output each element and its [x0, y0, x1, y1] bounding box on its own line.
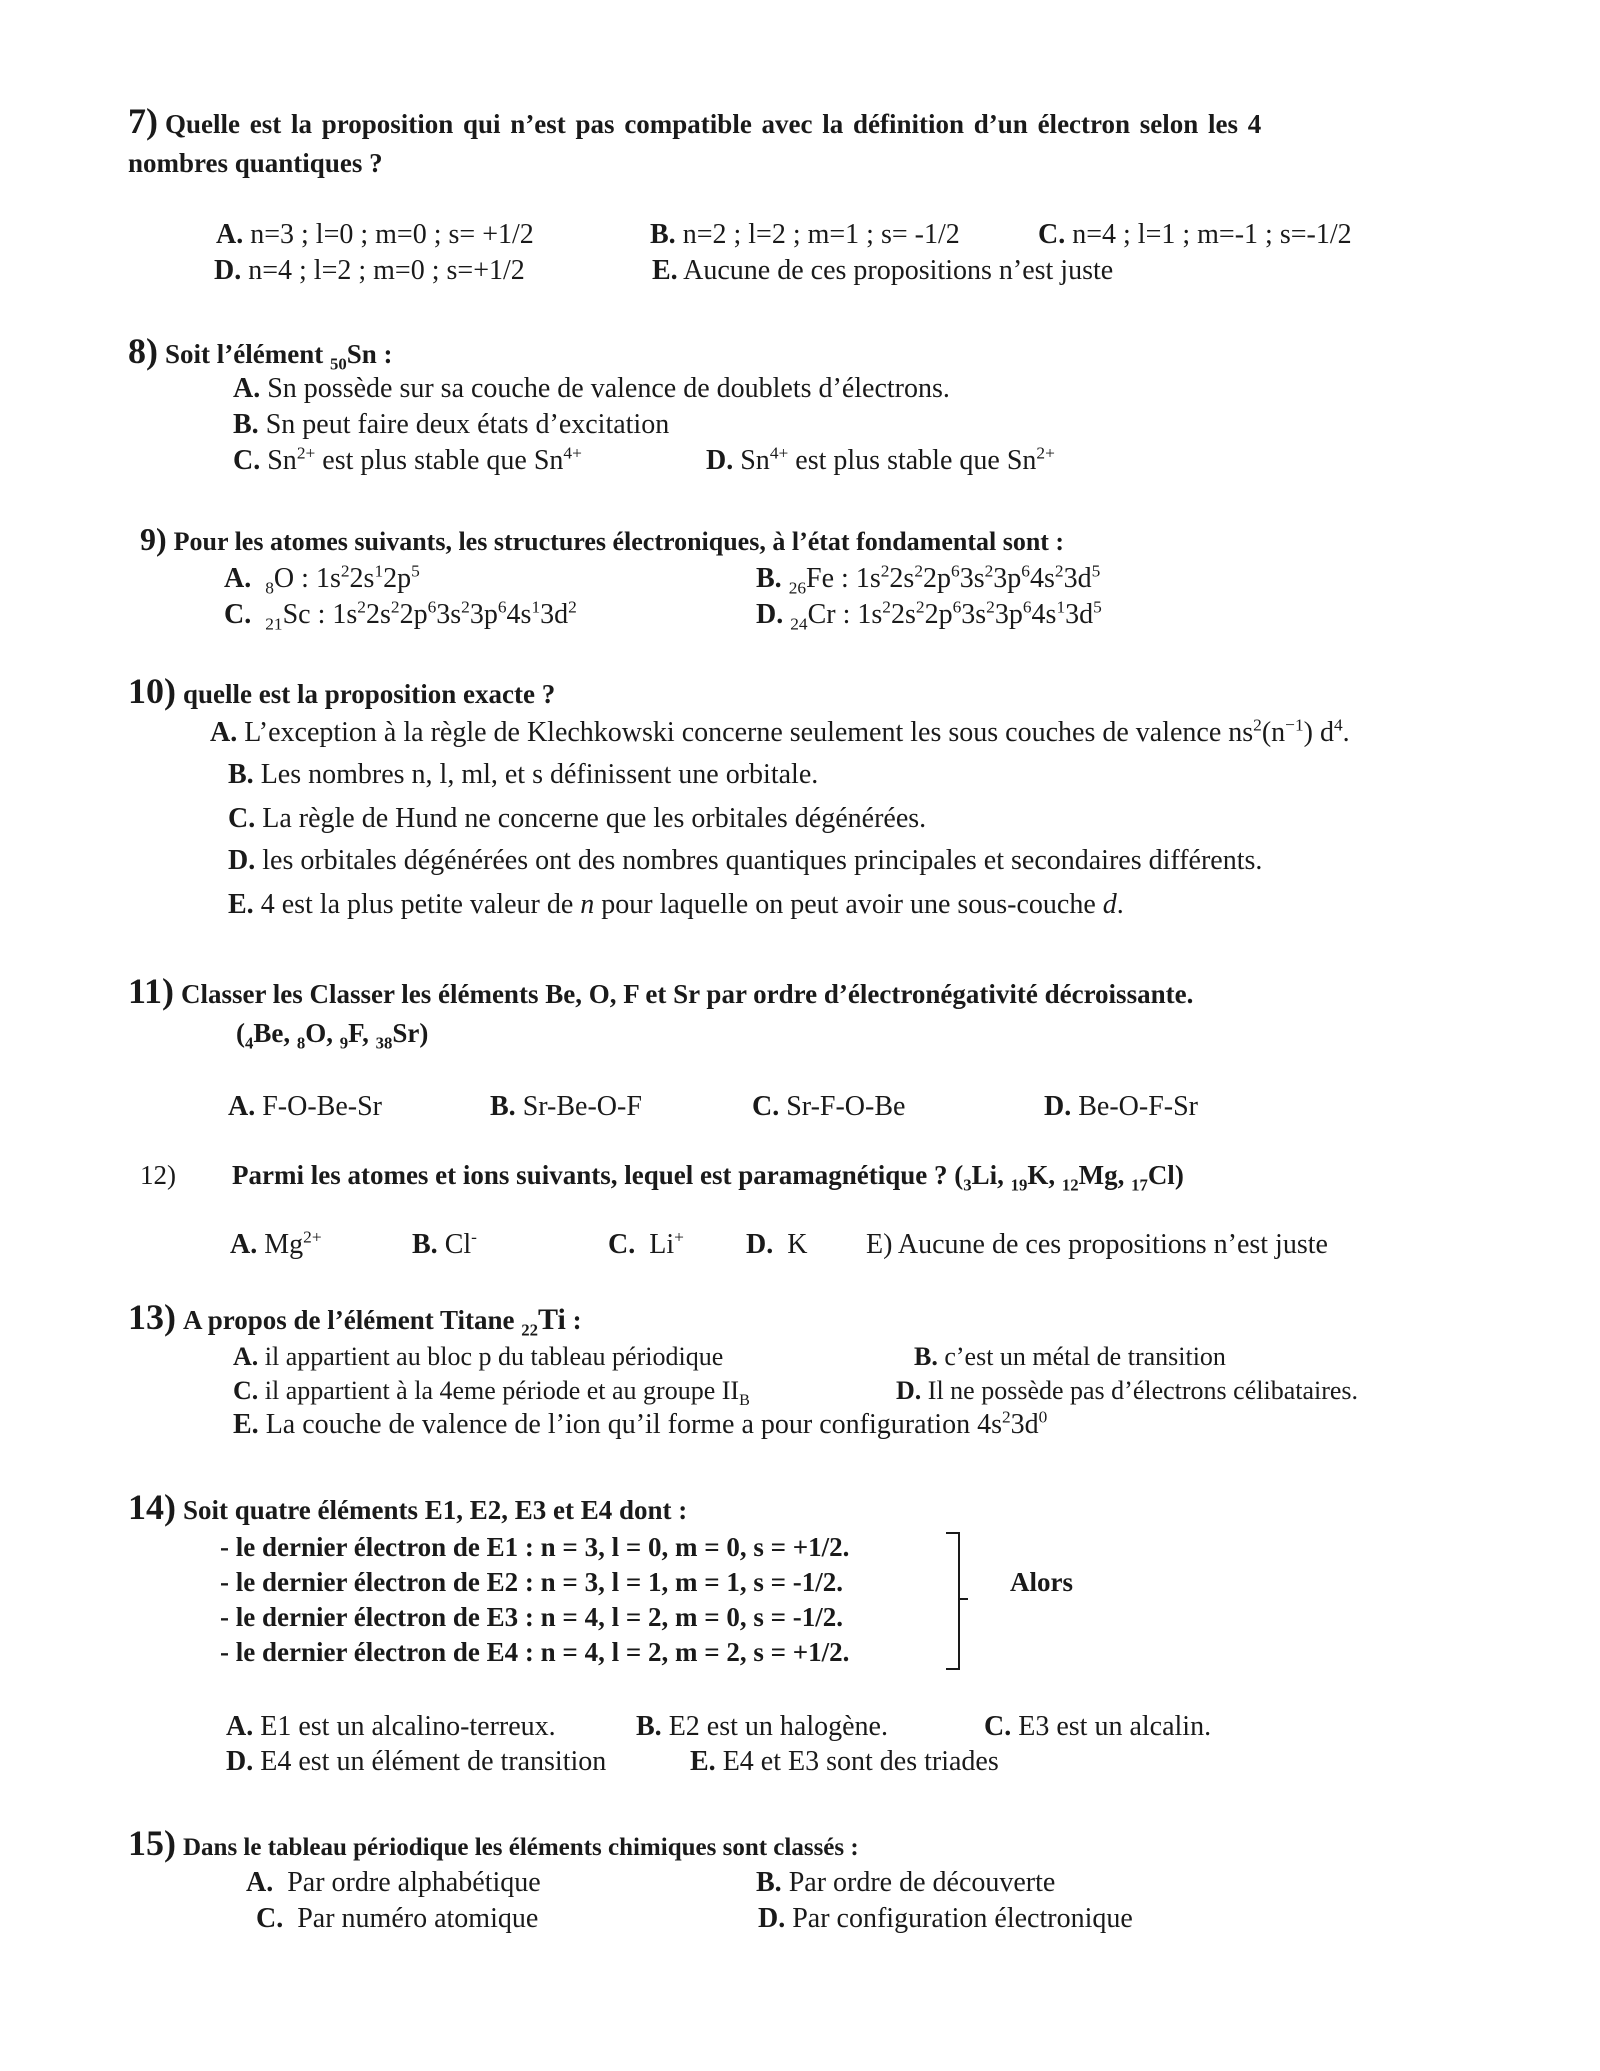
option-a[interactable]: A. il appartient au bloc p du tableau périodique [233, 1342, 724, 1371]
electron-count: 2 [390, 597, 400, 617]
electron-count: 5 [1093, 597, 1102, 617]
option-a[interactable]: A. Par ordre alphabétique [246, 1867, 541, 1898]
electron-count: 6 [497, 597, 507, 617]
question-title: Classer les Classer les éléments Be, O, F et Sr par ordre d’électronégativité décroissante. [181, 979, 1194, 1009]
option-c[interactable]: C. E3 est un alcalin. [984, 1711, 1212, 1742]
electron-condition-e1: - le dernier électron de E1 : n = 3, l = 0, m = 0, s = +1/2. [220, 1532, 850, 1562]
electron-count: 6 [952, 597, 962, 617]
option-e[interactable]: E) Aucune de ces propositions n’est juste [866, 1229, 1328, 1260]
orbital: 2s [365, 599, 391, 630]
electron-condition-e2: - le dernier électron de E2 : n = 3, l = 1, m = 1, s = -1/2. [220, 1567, 843, 1597]
question-title: Dans le tableau périodique les éléments chimiques sont classés : [183, 1834, 859, 1861]
question-title: Parmi les atomes et ions suivants, lequel est paramagnétique ? ($_3Li$, $_{19}$K, $_{12}$Mg, $_{17}$Cl) [232, 1160, 1184, 1195]
orbital: 2p [399, 599, 428, 630]
question-number: 9) [140, 521, 167, 557]
option-c[interactable]: C. n=4 ; l=1 ; m=-1 ; s=-1/2 [1038, 219, 1352, 250]
electron-configuration [332, 599, 576, 630]
question-title: Soit quatre éléments E1, E2, E3 et E4 dont : [183, 1495, 688, 1525]
option-d[interactable]: D. n=4 ; l=2 ; m=0 ; s=+1/2 [214, 255, 525, 286]
option-a[interactable]: A. F-O-Be-Sr [228, 1091, 382, 1122]
option-c[interactable]: C. Sr-F-O-Be [752, 1091, 906, 1122]
question-number: 11) [128, 971, 175, 1011]
electron-count: 6 [1022, 597, 1032, 617]
electron-count: 2 [357, 597, 366, 617]
option-e[interactable]: E. E4 et E3 sont des triades [690, 1746, 999, 1777]
option-c[interactable]: C. La règle de Hund ne concerne que les orbitales dégénérées. [228, 803, 927, 834]
question-number: 15) [128, 1823, 176, 1863]
orbital: 3p [994, 599, 1023, 630]
orbital: 4s [1029, 563, 1055, 594]
question-number: 8) [128, 331, 158, 371]
option-d[interactable]: D. E4 est un élément de transition [226, 1746, 607, 1777]
orbital: 1s [332, 599, 358, 630]
orbital: 3p [469, 599, 498, 630]
question-number: 13) [128, 1297, 176, 1337]
electron-condition-e4: - le dernier électron de E4 : n = 4, l = 2, m = 2, s = +1/2. [220, 1637, 850, 1667]
orbital: 3s [436, 599, 462, 630]
option-d[interactable]: D. Par configuration électronique [758, 1903, 1133, 1934]
orbital: 2p [923, 563, 952, 594]
electron-count: 5 [1091, 561, 1101, 581]
option-e[interactable]: E. Aucune de ces propositions n’est juste [652, 255, 1114, 286]
orbital: 2p [924, 599, 953, 630]
orbital: 3p [993, 563, 1022, 594]
electron-count: 6 [951, 561, 960, 581]
electron-count: 1 [374, 561, 384, 581]
electron-configuration [857, 599, 1101, 630]
orbital: 1s [855, 563, 881, 594]
electron-condition-e3: - le dernier électron de E3 : n = 4, l = 2, m = 0, s = -1/2. [220, 1602, 843, 1632]
grouping-bracket-tick [958, 1598, 968, 1600]
option-b[interactable]: B. n=2 ; l=2 ; m=1 ; s= -1/2 [650, 219, 960, 250]
element-list: ($_4Be$, $_8$O, $_9$F, $_{38}$Sr) [236, 1018, 429, 1053]
electron-count: 2 [880, 561, 890, 581]
electron-count: 1 [1056, 597, 1066, 617]
electron-count: 2 [986, 597, 995, 617]
electron-count: 2 [882, 597, 891, 617]
option-a[interactable]: A. n=3 ; l=0 ; m=0 ; s= +1/2 [216, 219, 534, 250]
question-number: 12) [140, 1160, 176, 1190]
option-c[interactable]: C. Li+ [608, 1227, 684, 1260]
option-b[interactable]: B. Les nombres n, l, ml, et s définissent une orbitale. [228, 759, 819, 790]
question-title: Quelle est la proposition qui n’est pas compatible avec la définition d’un électron selon les 4 [165, 109, 1262, 139]
option-d[interactable]: D. $_{24}$Cr : $1s^22s^22p^63s^23p^64s^13d^5$ [756, 597, 1102, 634]
option-c[interactable]: C. il appartient à la 4eme période et au groupe $II_B$ [233, 1376, 750, 1410]
question-title: A propos de l’élément Titane $_{22}$Ti : [183, 1303, 582, 1340]
option-b[interactable]: B. $_{26}$Fe : $1s^22s^22p^63s^23p^64s^23d^5$ [756, 561, 1101, 598]
option-c[interactable]: C. Par numéro atomique [256, 1903, 539, 1934]
orbital: 2s [890, 599, 916, 630]
option-a[interactable]: A. E1 est un alcalino-terreux. [226, 1711, 556, 1742]
option-a[interactable]: A. $Mg^{2+}$ [230, 1227, 322, 1260]
electron-count: 2 [984, 561, 994, 581]
electron-count: 5 [411, 561, 420, 581]
electron-count: 2 [915, 597, 925, 617]
orbital: 3d [1063, 563, 1092, 594]
orbital: 4s [1031, 599, 1057, 630]
option-a[interactable]: A. L’exception à la règle de Klechkowski concerne seulement les sous couches de valence $ns^2(n^{-1})$ $d^4$. [210, 715, 1350, 748]
orbital: 4s [506, 599, 532, 630]
electron-count: 2 [568, 597, 577, 617]
orbital: 1s [315, 563, 341, 594]
question-title: Pour les atomes suivants, les structures électroniques, à l’état fondamental sont : [173, 527, 1065, 556]
option-b[interactable]: B. Cl- [412, 1227, 477, 1260]
orbital: 2s [349, 563, 375, 594]
option-c[interactable]: C. $_{21}$Sc : $1s^22s^22p^63s^23p^64s^13d^2$ [224, 597, 577, 634]
option-e[interactable]: E. 4 est la plus petite valeur de n pour laquelle on peut avoir une sous-couche d. [228, 889, 1124, 920]
question-number: 14) [128, 1487, 176, 1527]
electron-count: 2 [461, 597, 470, 617]
electron-count: 2 [340, 561, 350, 581]
question-title: quelle est la proposition exacte ? [183, 679, 556, 709]
option-b[interactable]: B. c’est un métal de transition [914, 1342, 1226, 1371]
electron-count: 6 [427, 597, 437, 617]
option-b[interactable]: B. Sr-Be-O-F [490, 1091, 642, 1122]
grouping-bracket [946, 1532, 960, 1670]
option-b[interactable]: B. Sn peut faire deux états d’excitation [233, 409, 670, 440]
orbital: 1s [857, 599, 883, 630]
electron-configuration [856, 563, 1100, 594]
question-title-continued: nombres quantiques ? [128, 148, 383, 178]
option-d[interactable]: D. Be-O-F-Sr [1044, 1091, 1198, 1122]
alors-label: Alors [1010, 1567, 1073, 1597]
electron-configuration [316, 563, 420, 594]
question-number: 10) [128, 671, 176, 711]
option-b[interactable]: B. E2 est un halogène. [636, 1711, 888, 1742]
option-d[interactable]: D. K [746, 1229, 808, 1260]
option-b[interactable]: B. Par ordre de découverte [756, 1867, 1056, 1898]
electron-count: 2 [914, 561, 924, 581]
orbital: 3s [961, 599, 987, 630]
electron-count: 1 [531, 597, 541, 617]
option-c[interactable]: C. $Sn^{2+}$ est plus stable que $Sn^{4+}$ [233, 443, 582, 476]
orbital: 3s [959, 563, 985, 594]
question-number: 7) [128, 101, 158, 141]
option-a[interactable]: A. Sn possède sur sa couche de valence de doublets d’électrons. [233, 373, 950, 404]
orbital: 3d [540, 599, 569, 630]
option-a[interactable]: A. $_8$O : $1s^22s^12p^5$ [224, 561, 420, 598]
orbital: 3d [1065, 599, 1094, 630]
option-d[interactable]: D. Il ne possède pas d’électrons célibataires. [896, 1376, 1359, 1405]
orbital: 2p [383, 563, 412, 594]
option-e[interactable]: E. La couche de valence de l’ion qu’il forme a pour configuration $4s^23d^0$ [233, 1407, 1048, 1440]
electron-count: 2 [1054, 561, 1064, 581]
option-d[interactable]: D. les orbitales dégénérées ont des nombres quantiques principales et secondaires différents. [228, 845, 1263, 876]
question-title: Soit l’élément $_{50}$Sn : [165, 339, 393, 374]
orbital: 2s [889, 563, 915, 594]
option-d[interactable]: D. $Sn^{4+}$ est plus stable que $Sn^{2+}$ [706, 443, 1055, 476]
electron-count: 6 [1021, 561, 1030, 581]
